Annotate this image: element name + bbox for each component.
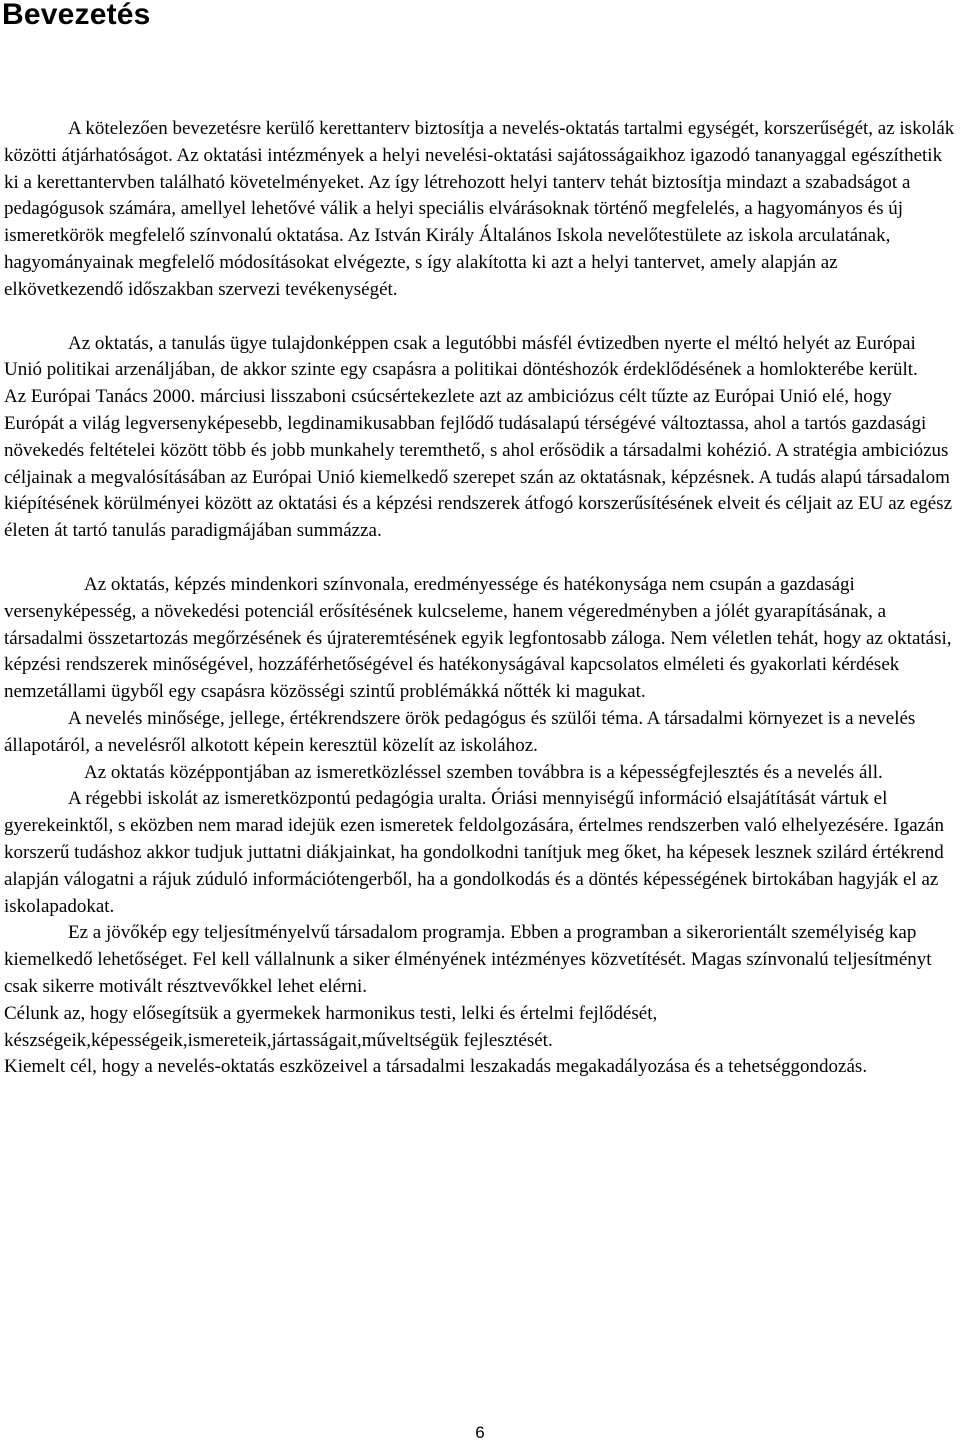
paragraph-eu-policy: Az oktatás, a tanulás ügye tulajdonképpen csak a legutóbbi másfél évtizedben nyerte el méltó helyét az Európai Unió politikai arzenáljában, de akkor szinte egy csapásra a politikai döntéshozók érdeklődésének a homlokterébe került. — [4, 332, 918, 381]
paragraph-gap — [4, 304, 956, 331]
paragraph-focus: Az oktatás középpontjában az ismeretközléssel szemben továbbra is a képességfejlesztés és a nevelés áll. — [84, 761, 883, 783]
paragraph-quality: Az oktatás, képzés mindenkori színvonala, eredményessége és hatékonysága nem csupán a gazdasági versenyképesség, a növekedési potenciál erősítésének kulcseleme, hanem végeredményben a jólét gyarapításának, a társadalmi összetartozás megőrzésének és újrateremtésének egyik legfontosabb záloga. Nem véletlen tehát, hogy az oktatási, képzési rendszerek minőségével, hozzáférhetőségével és hatékonyságával kapcsolatos elméleti és gyakorlati kérdések nemzetállami ügyből egy csapásra közösségi szintű problémákká nőtték ki magukat. — [4, 573, 952, 703]
page-number: 6 — [475, 1423, 485, 1442]
page-heading: Bevezetés — [2, 0, 151, 31]
paragraph-intro: A kötelezően bevezetésre kerülő kerettanterv biztosítja a nevelés-oktatás tartalmi egységét, korszerűségét, az iskolák közötti átjárhatóságot. Az oktatási intézmények a helyi nevelési-oktatási sajátosságaikhoz igazodó tananyaggal egészíthetik ki a kerettantervben található követelményeket. Az így létrehozott helyi tanterv tehát biztosítja mindazt a szabadságot a pedagógusok számára, amellyel lehetővé válik a helyi speciális elvárásoknak történő megfelelés, a hagyományos és új ismeretkörök megfelelő színvonalú oktatása. Az István Király Általános Iskola nevelőtestülete az iskola arculatának, hagyományainak megfelelő módosításokat elvégezte, s így alakította ki azt a helyi tantervet, amely alapján az elkövetkezendő időszakban szervezi tevékenységét. — [4, 118, 955, 300]
paragraph-gap — [4, 545, 956, 572]
paragraph-priority: Kiemelt cél, hogy a nevelés-oktatás eszközeivel a társadalmi leszakadás megakadályozása és a tehetséggondozás. — [4, 1056, 868, 1078]
paragraph-goal: Célunk az, hogy elősegítsük a gyermekek harmonikus testi, lelki és értelmi fejlődését, készségeik,képességeik,ismereteik,jártasságait,műveltségük fejlesztését. — [4, 1002, 658, 1051]
paragraph-old-school: A régebbi iskolát az ismeretközpontú pedagógia uralta. Óriási mennyiségű információ elsajátítását vártuk el gyerekeinktől, s eközben nem marad idejük ezen ismeretek feldolgozására, értelmes rendszerben való elhelyezésére. Igazán korszerű tudáshoz akkor tudjuk juttatni diákjainkat, ha gondolkodni tanítjuk meg őket, ha képesek lesznek szilárd értékrend alapján válogatni a rájuk zúduló információtengerből, ha a gondolkodás és a döntés képességének birtokában hagyják el az iskolapadokat. — [4, 788, 945, 917]
document-body — [4, 116, 956, 1081]
paragraph-lisbon: Az Európai Tanács 2000. márciusi lisszaboni csúcsértekezlete azt az ambiciózus célt tűzte az Európai Unió elé, hogy Európát a világ legversenyképesebb, legdinamikusabban fejlődő tudásalapú térségévé változtassa, ahol a tartós gazdasági növekedés feltételei között több és jobb munkahely teremthető, s ahol erősödik a társadalmi kohézió. A stratégia ambiciózus céljainak a megvalósításában az Európai Unió kiemelkedő szerepet szán az oktatásnak, képzésnek. A tudás alapú társadalom kiépítésének körülményei között az oktatási és a képzési rendszerek átfogó korszerűsítésének elveit és céljait az EU az egész életen át tartó tanulás paradigmájában summázza. — [4, 386, 953, 542]
paragraph-vision: Ez a jövőkép egy teljesítményelvű társadalom programja. Ebben a programban a sikerorientált személyiség kap kiemelkedő lehetőséget. Fel kell vállalnunk a siker élményének intézményes közvetítését. Magas színvonalú teljesítményt csak sikerre motivált résztvevőkkel lehet elérni. — [4, 922, 932, 997]
paragraph-upbringing: A nevelés minősége, jellege, értékrendszere örök pedagógus és szülői téma. A társadalmi környezet is a nevelés állapotáról, a nevelésről alkotott képein keresztül közelít az iskolához. — [4, 707, 916, 756]
